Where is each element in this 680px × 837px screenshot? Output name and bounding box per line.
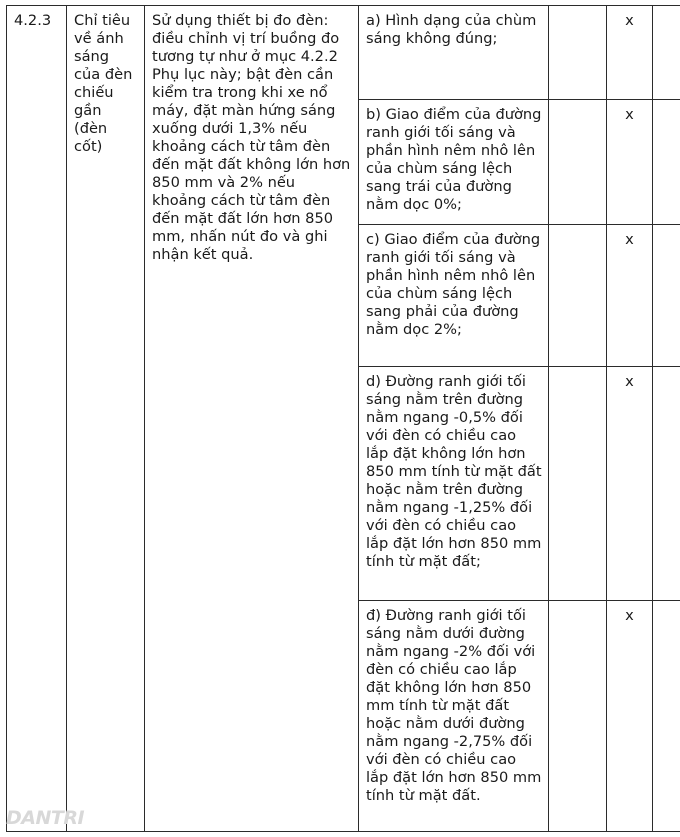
defect-description-a: a) Hình dạng của chùm sáng không đúng; [359,6,549,100]
defect-description-b: b) Giao điểm của đường ranh giới tối sáng và phần hình nêm nhô lên của chùm sáng lệch sang trái của đường nằm dọc 0%; [359,100,549,225]
defect-description-dd: đ) Đường ranh giới tối sáng nằm dưới đường nằm ngang -2% đối với đèn có chiều cao lắp đặt không lớn hơn 850 mm tính từ mặt đất hoặc nằm dưới đường nằm ngang -2,75% đối với đèn có chiều cao lắp đặt lớn hơn 850 mm tính từ mặt đất. [359,601,549,832]
inspection-criteria-table [6,5,680,832]
blank-cell [653,100,680,225]
item-number-cell: 4.2.3 [7,6,67,832]
blank-cell [653,6,680,100]
blank-cell [549,225,607,367]
mark-cell-dd: x [607,601,653,832]
blank-cell [549,367,607,601]
defect-description-d: d) Đường ranh giới tối sáng nằm trên đường nằm ngang -0,5% đối với đèn có chiều cao lắp đặt không lớn hơn 850 mm tính từ mặt đất hoặc nằm trên đường nằm ngang -1,25% đối với đèn có chiều cao lắp đặt lớn hơn 850 mm tính từ mặt đất; [359,367,549,601]
mark-cell-b: x [607,100,653,225]
blank-cell [549,601,607,832]
item-name-cell: Chỉ tiêu về ánh sáng của đèn chiếu gần (đèn cốt) [67,6,145,832]
blank-cell [653,601,680,832]
blank-cell [549,100,607,225]
mark-cell-c: x [607,225,653,367]
method-cell: Sử dụng thiết bị đo đèn: điều chỉnh vị trí buồng đo tương tự như ở mục 4.2.2 Phụ lục này; bật đèn cần kiểm tra trong khi xe nổ máy, đặt màn hứng sáng xuống dưới 1,3% nếu khoảng cách từ tâm đèn đến mặt đất không lớn hơn 850 mm và 2% nếu khoảng cách từ tâm đèn đến mặt đất lớn hơn 850 mm, nhấn nút đo và ghi nhận kết quả. [145,6,359,832]
defect-description-c: c) Giao điểm của đường ranh giới tối sáng và phần hình nêm nhô lên của chùm sáng lệch sang phải của đường nằm dọc 2%; [359,225,549,367]
blank-cell [549,6,607,100]
dantri-watermark: DANTRI [6,807,85,829]
mark-cell-a: x [607,6,653,100]
blank-cell [653,225,680,367]
mark-cell-d: x [607,367,653,601]
blank-cell [653,367,680,601]
